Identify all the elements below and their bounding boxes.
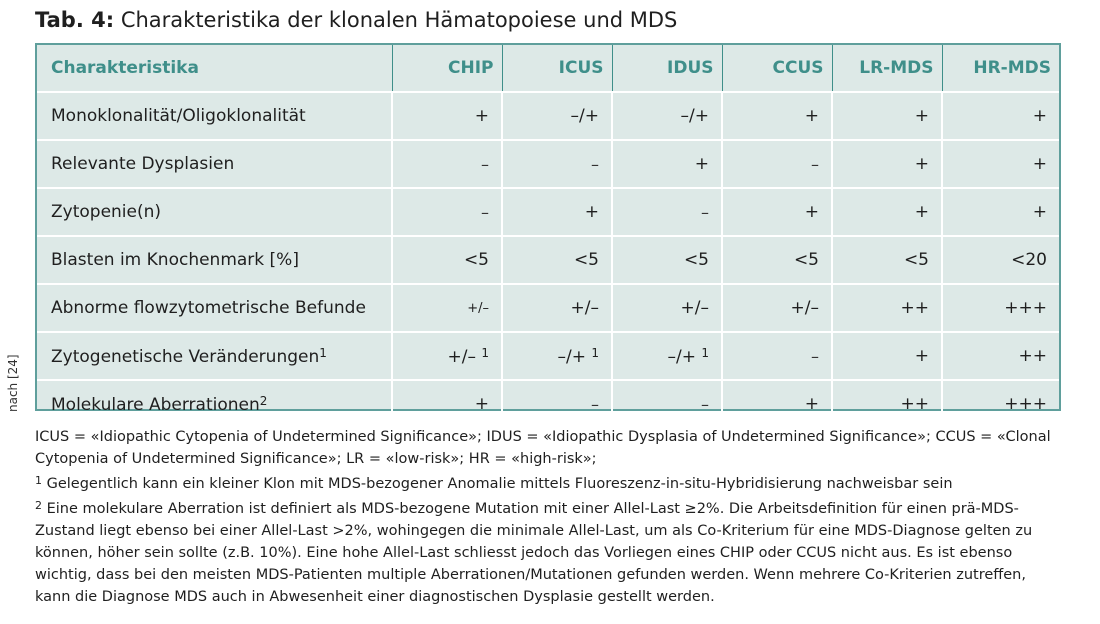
table-cell — [612, 332, 722, 380]
table-cell — [942, 332, 1059, 380]
cell-value: + — [1032, 106, 1047, 126]
table-row — [37, 284, 1059, 332]
cell-value: <5 — [903, 250, 929, 270]
row-label-text: Monoklonalität/Oligoklonalität — [51, 106, 306, 126]
table-cell — [502, 284, 612, 332]
cell-value: +/– — [680, 298, 709, 318]
table-cell — [392, 284, 502, 332]
row-label — [37, 236, 392, 284]
table-row — [37, 236, 1059, 284]
table-cell — [612, 188, 722, 236]
table-header-row — [37, 45, 1059, 92]
cell-value: – — [811, 346, 819, 366]
row-label — [37, 380, 392, 427]
cell-value: +/– — [467, 300, 489, 316]
row-label — [37, 284, 392, 332]
cell-value: + — [474, 394, 489, 414]
table-cell — [392, 236, 502, 284]
table-cell — [392, 380, 502, 427]
cell-footnote: 1 — [591, 345, 599, 360]
table-cell — [392, 188, 502, 236]
table-cell — [832, 92, 942, 140]
cell-value: – — [481, 154, 489, 174]
row-label — [37, 140, 392, 188]
row-label-footnote: 1 — [319, 345, 327, 360]
table-cell — [502, 140, 612, 188]
cell-value: –/+ — [680, 106, 709, 126]
table-cell — [722, 284, 832, 332]
table-row — [37, 188, 1059, 236]
table-container — [35, 43, 1061, 415]
table-cell — [832, 380, 942, 427]
source-note: nach [24] — [6, 354, 20, 412]
cell-value: <5 — [793, 250, 819, 270]
cell-value: – — [591, 394, 599, 414]
table-cell — [612, 284, 722, 332]
table-cell — [832, 140, 942, 188]
row-label-text: Blasten im Knochenmark [%] — [51, 250, 299, 270]
table-row — [37, 380, 1059, 427]
cell-value: +++ — [1004, 394, 1047, 414]
table-cell — [722, 380, 832, 427]
cell-value: – — [481, 202, 489, 222]
cell-value: +/– — [790, 298, 819, 318]
footnote-1-text: Gelegentlich kann ein kleiner Klon mit MDS-bezogener Anomalie mittels Fluoreszenz-in-situ-Hybridisierung nachweisbar sein — [46, 476, 953, 492]
cell-value: – — [701, 394, 709, 414]
cell-value: ++ — [900, 394, 929, 414]
abbreviations-note: ICUS = «Idiopathic Cytopenia of Undetermined Significance»; IDUS = «Idiopathic Dysplasia of Undetermined Significance»; CCUS = «Clonal Cytopenia of Undetermined Significance»; LR = «low-risk»; HR = «high-risk»; — [35, 429, 1051, 467]
table-cell — [392, 92, 502, 140]
cell-value: + — [914, 346, 929, 366]
table-cell — [722, 236, 832, 284]
table-cell — [832, 332, 942, 380]
row-label-text: Abnorme flowzytometrische Befunde — [51, 298, 366, 318]
table-cell — [612, 236, 722, 284]
table-cell — [502, 188, 612, 236]
footnote-2 — [35, 495, 1065, 608]
row-label-text: Molekulare Aberrationen — [51, 394, 260, 415]
row-label — [37, 188, 392, 236]
row-label — [37, 92, 392, 140]
table-cell — [942, 188, 1059, 236]
table-cell — [722, 332, 832, 380]
table-cell — [502, 236, 612, 284]
cell-value: –/+ — [557, 346, 586, 367]
cell-value: <20 — [1011, 250, 1047, 270]
table-cell — [942, 284, 1059, 332]
table-cell — [502, 92, 612, 140]
cell-value: ++ — [1018, 346, 1047, 366]
cell-value: – — [701, 202, 709, 222]
table-title-text: Charakteristika der klonalen Hämatopoiese und MDS — [120, 8, 678, 32]
header-characteristics: Charakteristika — [51, 58, 199, 78]
cell-value: + — [1032, 154, 1047, 174]
header-hr-mds: HR-MDS — [942, 45, 1059, 92]
table-cell — [832, 236, 942, 284]
cell-value: +++ — [1004, 298, 1047, 318]
table-cell — [502, 380, 612, 427]
header-lr-mds: LR-MDS — [832, 45, 942, 92]
table-row — [37, 140, 1059, 188]
table-cell — [832, 188, 942, 236]
header-icus: ICUS — [502, 45, 612, 92]
table-cell — [942, 380, 1059, 427]
table-cell — [722, 188, 832, 236]
table-cell — [942, 92, 1059, 140]
footnote-2-text: Eine molekulare Aberration ist definiert als MDS-bezogene Mutation mit einer Allel-Last ≥2%. Die Arbeitsdefinition für einen prä-MDS-Zustand liegt ebenso bei einer Allel-Last >2%, wohingegen die minimale Allel-Last, um als Co-Kriterium für eine MDS-Diagnose gelten zu können, höher sein sollte (z.B. 10%). Eine hohe Allel-Last schliesst jedoch das Vorliegen eines CHIP oder CCUS nicht aus. Es ist ebenso wichtig, dass bei den meisten MDS-Patienten multiple Aberrationen/Mutationen gefunden werden. Wenn mehrere Co-Kriterien zutreffen, kann die Diagnose MDS auch in Abwesenheit einer diagnostischen Dysplasie gestellt werden. — [35, 501, 1033, 605]
footnote-1-mark: 1 — [35, 474, 42, 487]
cell-value: –/+ — [570, 106, 599, 126]
cell-value: + — [914, 106, 929, 126]
table-cell — [612, 92, 722, 140]
characteristics-table — [37, 45, 1059, 427]
cell-value: + — [914, 154, 929, 174]
row-label-text: Zytogenetische Veränderungen — [51, 346, 320, 367]
header-ccus: CCUS — [722, 45, 832, 92]
table-cell — [942, 236, 1059, 284]
table-cell — [502, 332, 612, 380]
cell-value: + — [914, 202, 929, 222]
cell-value: <5 — [573, 250, 599, 270]
header-chip: CHIP — [392, 45, 502, 92]
table-cell — [722, 140, 832, 188]
table-cell — [722, 92, 832, 140]
cell-value: + — [474, 106, 489, 126]
cell-value: +/– — [447, 346, 476, 367]
cell-value: + — [804, 202, 819, 222]
cell-value: + — [584, 202, 599, 222]
cell-value: + — [804, 394, 819, 414]
row-label-text: Relevante Dysplasien — [51, 154, 235, 174]
table-row — [37, 92, 1059, 140]
row-label-text: Zytopenie(n) — [51, 202, 162, 222]
footnote-2-mark: 2 — [35, 499, 42, 512]
cell-value: <5 — [463, 250, 489, 270]
table-number: Tab. 4: — [35, 8, 115, 32]
cell-value: + — [1032, 202, 1047, 222]
footnote-1 — [35, 470, 1065, 495]
cell-value: <5 — [683, 250, 709, 270]
cell-value: – — [591, 154, 599, 174]
cell-footnote: 1 — [701, 345, 709, 360]
row-label — [37, 332, 392, 380]
table-cell — [612, 140, 722, 188]
header-idus: IDUS — [612, 45, 722, 92]
table-row — [37, 332, 1059, 380]
table-cell — [612, 380, 722, 427]
cell-value: –/+ — [667, 346, 696, 367]
table-cell — [392, 140, 502, 188]
table-title — [35, 8, 677, 32]
row-label-footnote: 2 — [259, 393, 268, 408]
cell-value: + — [804, 106, 819, 126]
cell-value: ++ — [900, 298, 929, 318]
cell-value: + — [694, 154, 709, 174]
table-footnotes — [35, 426, 1065, 608]
table-cell — [832, 284, 942, 332]
cell-footnote: 1 — [481, 345, 489, 360]
table-cell — [392, 332, 502, 380]
cell-value: +/– — [570, 298, 599, 318]
table-cell — [942, 140, 1059, 188]
cell-value: – — [811, 154, 819, 174]
